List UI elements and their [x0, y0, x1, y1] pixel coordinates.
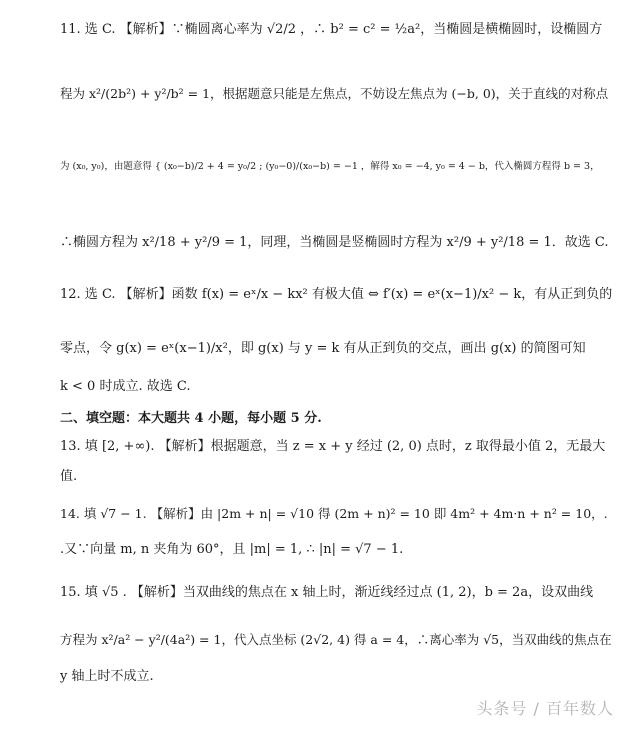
text-line: y 轴上时不成立. [60, 669, 154, 684]
watermark: 头条号 / 百年数人 [476, 699, 614, 718]
text-line: 方程为 x²/a² − y²/(4a²) = 1，代入点坐标 (2√2, 4) 得 a = 4，∴离心率为 √5，当双曲线的焦点在 [60, 632, 612, 647]
text-line: 14. 填 √7 − 1. 【解析】由 |2m + n| = √10 得 (2m + n)² = 10 即 4m² + 4m·n + n² = 10，. [60, 506, 608, 521]
text-line: k < 0 时成立. 故选 C. [60, 379, 191, 394]
text-line: 15. 填 √5 . 【解析】当双曲线的焦点在 x 轴上时，渐近线经过点 (1, 2)，b = 2a，设双曲线 [60, 585, 594, 600]
text-line: ∴椭圆方程为 x²/18 + y²/9 = 1，同理，当椭圆是竖椭圆时方程为 x²/9 + y²/18 = 1．故选 C. [60, 235, 609, 250]
text-line: 零点，令 g(x) = eˣ(x−1)/x²，即 g(x) 与 y = k 有从正到负的交点，画出 g(x) 的简图可知 [60, 341, 586, 356]
text-line: 程为 x²/(2b²) + y²/b² = 1，根据题意只能是左焦点，不妨设左焦点为 (−b, 0)，关于直线的对称点 [60, 86, 609, 101]
text-line: 13. 填 [2, +∞). 【解析】根据题意，当 z = x + y 经过 (2, 0) 点时，z 取得最小值 2，无最大 [60, 439, 606, 454]
text-line: 为 (x₀, y₀)，由题意得 { (x₀−b)/2 + 4 = y₀/2 ; (y₀−0)/(x₀−b) = −1 ，解得 x₀ = −4, y₀ = 4 − b，代入椭圆方程得 b = 3， [60, 161, 600, 172]
text-line: 值. [60, 469, 78, 484]
section-heading: 二、填空题：本大题共 4 小题，每小题 5 分. [60, 411, 322, 426]
text-line: 11. 选 C. 【解析】∵椭圆离心率为 √2/2 ，∴ b² = c² = ½a²，当椭圆是横椭圆时，设椭圆方 [60, 22, 603, 37]
text-line: .又∵向量 m, n 夹角为 60°，且 |m| = 1, ∴ |n| = √7 − 1. [60, 542, 404, 557]
text-line: 12. 选 C. 【解析】函数 f(x) = eˣ/x − kx² 有极大值 ⇔ f′(x) = eˣ(x−1)/x² − k，有从正到负的 [60, 287, 613, 302]
